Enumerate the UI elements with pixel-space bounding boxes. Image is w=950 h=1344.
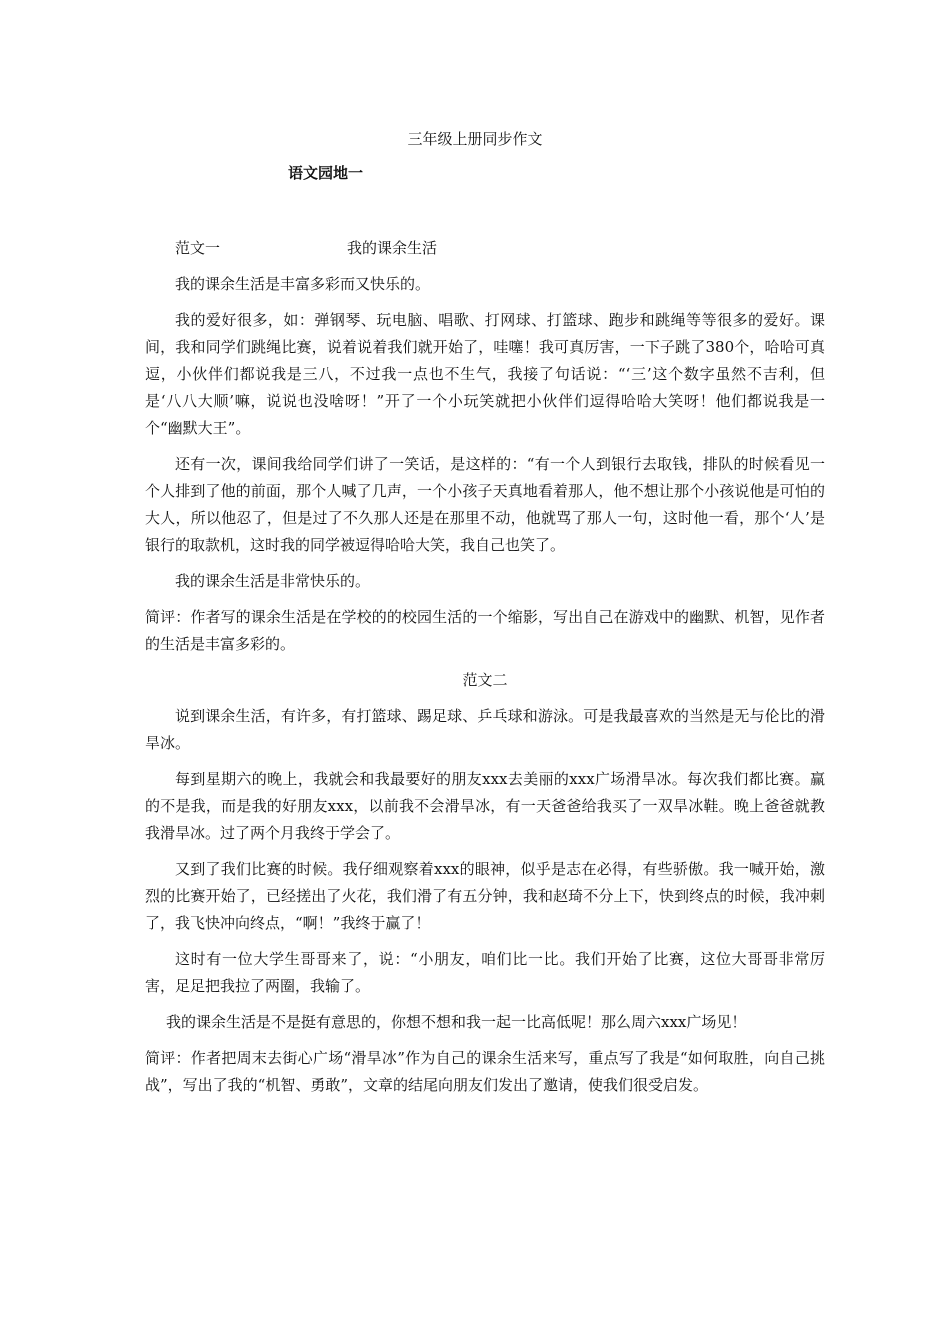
document-title: 三年级上册同步作文 — [407, 130, 543, 148]
essay-two-paragraph: 每到星期六的晚上，我就会和我最要好的朋友xxx去美丽的xxx广场滑旱冰。每次我们都比赛。赢的不是我，而是我的好朋友xxx，以前我不会滑旱冰，有一天爸爸给我买了一双旱冰鞋。晚上爸爸就教我滑旱冰。过了两个月我终于学会了。 — [145, 770, 825, 842]
essay-one-paragraph: 还有一次，课间我给同学们讲了一笑话，是这样的：“有一个人到银行去取钱，排队的时候看见一个人排到了他的前面，那个人喊了几声，一个小孩子天真地看着那人，他不想让那个小孩说他是可怕的大人，所以他忍了，但是过了不久那人还是在那里不动，他就骂了那人一句，这时他一看，那个‘人’是银行的取款机，这时我的同学被逗得哈哈大笑，我自己也笑了。 — [145, 455, 825, 554]
essay-two-paragraph: 我的课余生活是不是挺有意思的，你想不想和我一起一比高低呢！那么周六xxx广场见！ — [166, 1013, 747, 1031]
essay-one-title: 我的课余生活 — [347, 239, 438, 257]
essay-one-paragraph: 我的课余生活是丰富多彩而又快乐的。 — [175, 275, 431, 293]
essay-two-paragraph: 这时有一位大学生哥哥来了，说：“小朋友，咱们比一比。我们开始了比赛，这位大哥哥非常厉害，足足把我拉了两圈，我输了。 — [145, 950, 825, 995]
essay-one-comment: 简评：作者写的课余生活是在学校的的校园生活的一个缩影，写出自己在游戏中的幽默、机智，见作者的生活是丰富多彩的。 — [145, 608, 825, 653]
essay-one-paragraph: 我的课余生活是非常快乐的。 — [175, 572, 371, 590]
essay-one-header — [145, 235, 825, 262]
document-body — [145, 235, 825, 1108]
essay-one-paragraph: 我的爱好很多，如：弹钢琴、玩电脑、唱歌、打网球、打篮球、跑步和跳绳等等很多的爱好。课间，我和同学们跳绳比赛，说着说着我们就开始了，哇噻！我可真厉害，一下子跳了380个，哈哈可真逗，小伙伴们都说我是三八，不过我一点也不生气，我接了句话说：“‘三’这个数字虽然不吉利，但是‘八八大顺’嘛，说说也没啥呀！”开了一个小玩笑就把小伙伴们逗得哈哈大笑呀！他们都说我是一个“幽默大王”。 — [145, 311, 825, 437]
essay-two-paragraph: 又到了我们比赛的时候。我仔细观察着xxx的眼神，似乎是志在必得，有些骄傲。我一喊开始，激烈的比赛开始了，已经搓出了火花，我们滑了有五分钟，我和赵琦不分上下，快到终点的时候，我冲刺了，我飞快冲向终点，“啊！”我终于赢了！ — [145, 860, 825, 932]
section-heading: 语文园地一 — [288, 164, 364, 182]
essay-one-label: 范文一 — [175, 239, 221, 257]
essay-two-label: 范文二 — [462, 671, 508, 689]
essay-two-paragraph: 说到课余生活，有许多，有打篮球、踢足球、乒乓球和游泳。可是我最喜欢的当然是无与伦比的滑旱冰。 — [145, 707, 825, 752]
essay-two-comment: 简评：作者把周末去街心广场“滑旱冰”作为自己的课余生活来写，重点写了我是“如何取胜，向自己挑战”，写出了我的“机智、勇敢”，文章的结尾向朋友们发出了邀请，使我们很受启发。 — [145, 1049, 825, 1094]
